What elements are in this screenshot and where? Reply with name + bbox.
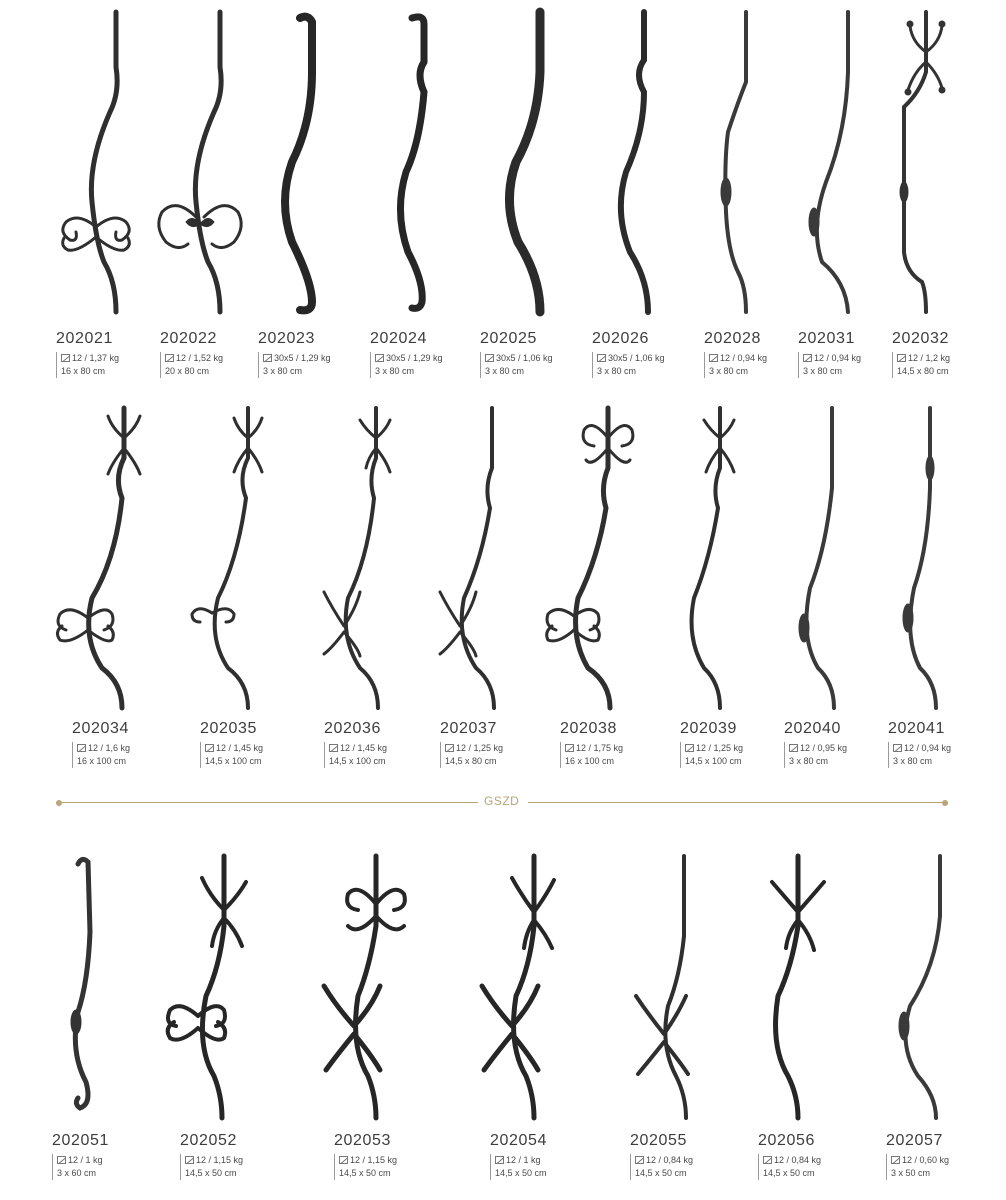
- product-specs: [886, 1154, 949, 1180]
- baluster-image: [48, 12, 128, 317]
- product-code: 202052: [180, 1132, 237, 1149]
- dimensions: 14,5 x 50 cm: [495, 1168, 547, 1178]
- dimensions: 3 x 80 cm: [263, 366, 303, 376]
- product-code: 202036: [324, 720, 381, 737]
- baluster-image: [880, 856, 960, 1118]
- bar-weight: 12 / 1 kg: [68, 1155, 103, 1165]
- dimensions: 3 x 80 cm: [893, 756, 933, 766]
- dimensions: 3 x 80 cm: [375, 366, 415, 376]
- product-code: 202056: [758, 1132, 815, 1149]
- product-code: 202031: [798, 330, 855, 347]
- product-code: 202038: [560, 720, 617, 737]
- bar-section-icon: [205, 744, 214, 752]
- dimensions: 3 x 80 cm: [789, 756, 829, 766]
- product-specs: [440, 742, 503, 768]
- product-specs: [784, 742, 847, 768]
- dimensions: 14,5 x 100 cm: [329, 756, 386, 766]
- baluster-image: [620, 856, 710, 1118]
- bar-section-icon: [897, 354, 906, 362]
- product-specs: [334, 1154, 397, 1180]
- product-code: 202057: [886, 1132, 943, 1149]
- product-code: 202028: [704, 330, 761, 347]
- bar-section-icon: [485, 354, 494, 362]
- divider-line-right: [528, 802, 942, 803]
- product-specs: [180, 1154, 243, 1180]
- dimensions: 16 x 100 cm: [565, 756, 615, 766]
- bar-weight: 30x5 / 1,06 kg: [608, 353, 665, 363]
- product-code: 202041: [888, 720, 945, 737]
- product-code: 202032: [892, 330, 949, 347]
- bar-section-icon: [77, 744, 86, 752]
- dimensions: 16 x 80 cm: [61, 366, 106, 376]
- bar-section-icon: [685, 744, 694, 752]
- product-specs: [490, 1154, 547, 1180]
- bar-section-icon: [565, 744, 574, 752]
- dimensions: 14,5 x 50 cm: [339, 1168, 391, 1178]
- baluster-image: [702, 12, 782, 317]
- product-code: 202039: [680, 720, 737, 737]
- dimensions: 14,5 x 80 cm: [445, 756, 497, 766]
- product-specs: [370, 352, 443, 378]
- baluster-image: [886, 408, 966, 713]
- baluster-image: [314, 856, 424, 1118]
- product-code: 202024: [370, 330, 427, 347]
- product-specs: [798, 352, 861, 378]
- bar-weight: 30x5 / 1,29 kg: [386, 353, 443, 363]
- bar-section-icon: [597, 354, 606, 362]
- dimensions: 14,5 x 100 cm: [205, 756, 262, 766]
- dimensions: 3 x 50 cm: [891, 1168, 931, 1178]
- product-specs: [560, 742, 623, 768]
- product-code: 202054: [490, 1132, 547, 1149]
- baluster-image: [472, 856, 582, 1118]
- baluster-image: [478, 12, 558, 317]
- dimensions: 3 x 80 cm: [597, 366, 637, 376]
- baluster-image: [52, 408, 142, 713]
- baluster-image: [796, 12, 876, 317]
- product-specs: [200, 742, 263, 768]
- bar-section-icon: [891, 1156, 900, 1164]
- dimensions: 14,5 x 50 cm: [185, 1168, 237, 1178]
- bar-weight: 12 / 1 kg: [506, 1155, 541, 1165]
- product-specs: [52, 1154, 103, 1180]
- bar-section-icon: [329, 744, 338, 752]
- dimensions: 20 x 80 cm: [165, 366, 210, 376]
- product-code: 202035: [200, 720, 257, 737]
- baluster-image: [314, 408, 404, 713]
- brand-logo: GSZD: [484, 794, 520, 808]
- product-specs: [758, 1154, 821, 1180]
- product-specs: [324, 742, 387, 768]
- baluster-image: [590, 12, 670, 317]
- dimensions: 14,5 x 80 cm: [897, 366, 949, 376]
- bar-weight: 12 / 1,75 kg: [576, 743, 624, 753]
- dimensions: 14,5 x 50 cm: [763, 1168, 815, 1178]
- bar-weight: 12 / 1,15 kg: [196, 1155, 244, 1165]
- product-specs: [888, 742, 951, 768]
- product-specs: [258, 352, 331, 378]
- bar-weight: 12 / 1,15 kg: [350, 1155, 398, 1165]
- bar-section-icon: [375, 354, 384, 362]
- baluster-image: [256, 12, 336, 317]
- bar-section-icon: [893, 744, 902, 752]
- bar-section-icon: [185, 1156, 194, 1164]
- dimensions: 14,5 x 50 cm: [635, 1168, 687, 1178]
- baluster-image: [152, 12, 232, 317]
- bar-weight: 12 / 1,45 kg: [340, 743, 388, 753]
- divider-line-left: [62, 802, 478, 803]
- baluster-image: [782, 408, 862, 713]
- bar-section-icon: [57, 1156, 66, 1164]
- product-code: 202040: [784, 720, 841, 737]
- bar-weight: 12 / 0,94 kg: [814, 353, 862, 363]
- dimensions: 3 x 80 cm: [803, 366, 843, 376]
- product-specs: [892, 352, 950, 378]
- bar-weight: 12 / 1,52 kg: [176, 353, 224, 363]
- bar-section-icon: [339, 1156, 348, 1164]
- product-code: 202053: [334, 1132, 391, 1149]
- bar-weight: 12 / 0,84 kg: [774, 1155, 822, 1165]
- bar-weight: 12 / 1,6 kg: [88, 743, 131, 753]
- product-specs: [630, 1154, 693, 1180]
- baluster-image: [748, 856, 838, 1118]
- product-code: 202055: [630, 1132, 687, 1149]
- baluster-image: [368, 12, 448, 317]
- product-code: 202026: [592, 330, 649, 347]
- product-code: 202037: [440, 720, 497, 737]
- product-specs: [680, 742, 743, 768]
- divider-dot-right: [942, 800, 948, 806]
- baluster-image: [542, 408, 642, 713]
- product-specs: [480, 352, 553, 378]
- product-code: 202022: [160, 330, 217, 347]
- dimensions: 3 x 60 cm: [57, 1168, 97, 1178]
- bar-section-icon: [635, 1156, 644, 1164]
- baluster-image: [430, 408, 520, 713]
- baluster-image: [674, 408, 764, 713]
- bar-weight: 12 / 1,25 kg: [696, 743, 744, 753]
- baluster-image: [50, 852, 130, 1122]
- bar-section-icon: [445, 744, 454, 752]
- baluster-image: [160, 856, 260, 1118]
- product-code: 202025: [480, 330, 537, 347]
- bar-weight: 12 / 1,25 kg: [456, 743, 504, 753]
- bar-weight: 12 / 0,84 kg: [646, 1155, 694, 1165]
- product-specs: [160, 352, 223, 378]
- bar-section-icon: [495, 1156, 504, 1164]
- product-specs: [704, 352, 767, 378]
- bar-weight: 12 / 0,94 kg: [904, 743, 952, 753]
- product-specs: [72, 742, 130, 768]
- dimensions: 14,5 x 100 cm: [685, 756, 742, 766]
- baluster-image: [182, 408, 272, 713]
- baluster-image: [890, 12, 970, 317]
- bar-weight: 12 / 0,94 kg: [720, 353, 768, 363]
- dimensions: 3 x 80 cm: [485, 366, 525, 376]
- divider-dot-left: [56, 800, 62, 806]
- bar-section-icon: [61, 354, 70, 362]
- dimensions: 3 x 80 cm: [709, 366, 749, 376]
- bar-section-icon: [763, 1156, 772, 1164]
- product-code: 202021: [56, 330, 113, 347]
- bar-section-icon: [803, 354, 812, 362]
- product-specs: [56, 352, 119, 378]
- bar-weight: 12 / 1,37 kg: [72, 353, 120, 363]
- bar-weight: 12 / 0,95 kg: [800, 743, 848, 753]
- bar-weight: 30x5 / 1,29 kg: [274, 353, 331, 363]
- bar-weight: 30x5 / 1,06 kg: [496, 353, 553, 363]
- product-code: 202051: [52, 1132, 109, 1149]
- bar-section-icon: [165, 354, 174, 362]
- product-specs: [592, 352, 665, 378]
- product-code: 202023: [258, 330, 315, 347]
- bar-section-icon: [709, 354, 718, 362]
- product-code: 202034: [72, 720, 129, 737]
- dimensions: 16 x 100 cm: [77, 756, 127, 766]
- bar-section-icon: [789, 744, 798, 752]
- bar-weight: 12 / 1,45 kg: [216, 743, 264, 753]
- bar-weight: 12 / 0,60 kg: [902, 1155, 950, 1165]
- bar-weight: 12 / 1,2 kg: [908, 353, 951, 363]
- bar-section-icon: [263, 354, 272, 362]
